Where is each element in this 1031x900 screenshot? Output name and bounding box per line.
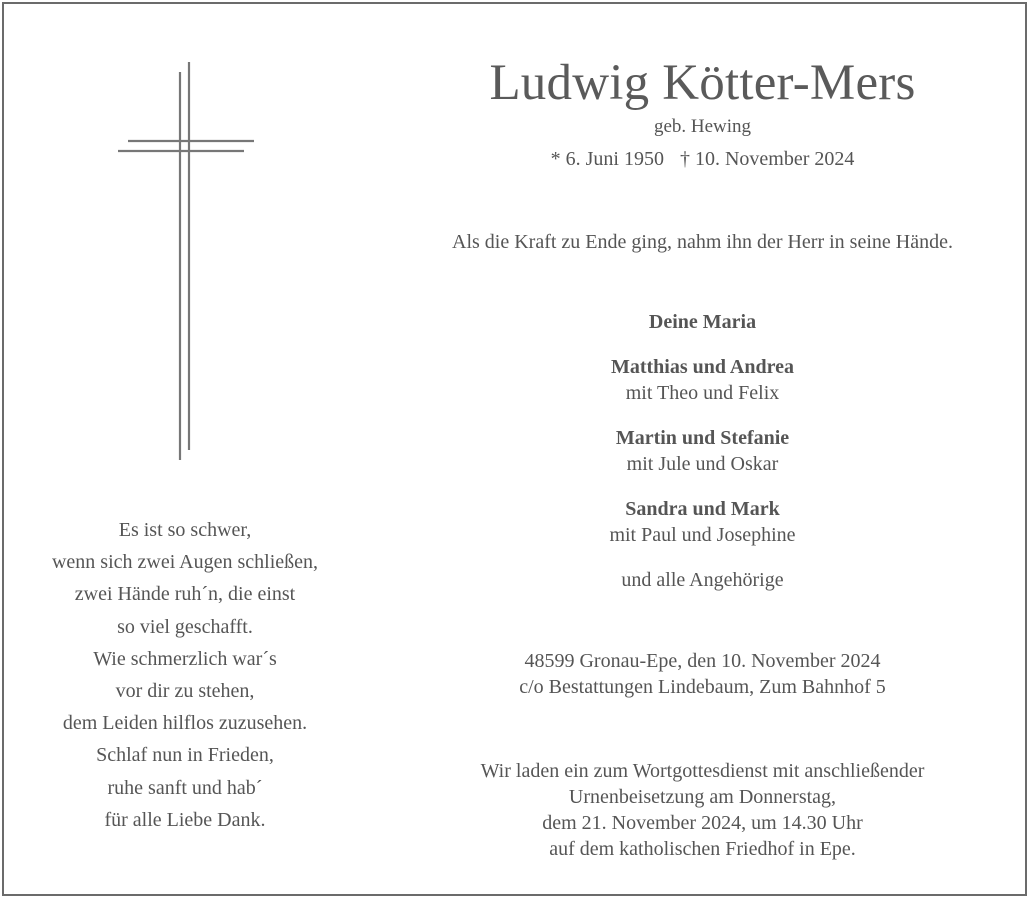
- poem-line: vor dir zu stehen,: [115, 680, 255, 703]
- family-group-names: Martin und Stefanie: [615, 427, 790, 449]
- birth-name: geb. Hewing: [653, 116, 752, 137]
- family-group: [395, 496, 1010, 548]
- family-group: [395, 425, 1010, 477]
- deceased-name: Ludwig Kötter-Mers: [489, 55, 916, 111]
- poem-line: Es ist so schwer,: [118, 519, 252, 541]
- family-group-names: Matthias und Andrea: [610, 356, 794, 378]
- poem-line: Schlaf nun in Frieden,: [96, 744, 274, 767]
- place-and-address: [395, 648, 1010, 700]
- family-group-names: Sandra und Mark: [625, 498, 780, 520]
- life-dates: [395, 146, 1010, 172]
- poem-line: dem Leiden hilflos zuzusehen.: [62, 712, 308, 735]
- service-line: Wir laden ein zum Wortgottesdienst mit anschließender: [480, 760, 925, 782]
- place-date-line: 48599 Gronau-Epe, den 10. November 2024: [524, 650, 881, 672]
- address-line: c/o Bestattungen Lindebaum, Zum Bahnhof 5: [519, 676, 886, 698]
- poem-line: ruhe sanft und hab´: [107, 776, 263, 799]
- service-line: dem 21. November 2024, um 14.30 Uhr: [542, 812, 863, 834]
- family-group-children: mit Theo und Felix: [625, 382, 780, 404]
- family-list: [395, 309, 1010, 593]
- family-group-children: mit Jule und Oskar: [626, 453, 779, 475]
- spouse-name: Deine Maria: [648, 311, 757, 333]
- birth-date: * 6. Juni 1950: [550, 148, 664, 170]
- motto: Als die Kraft zu Ende ging, nahm ihn der Herr in seine Hände.: [452, 231, 953, 253]
- service-line: Urnenbeisetzung am Donnerstag,: [568, 786, 837, 808]
- service-line: auf dem katholischen Friedhof in Epe.: [549, 838, 856, 860]
- family-group-children: mit Paul und Josephine: [609, 524, 796, 546]
- poem-line: wenn sich zwei Augen schließen,: [51, 551, 319, 574]
- poem: [20, 514, 350, 836]
- service-info: [395, 758, 1010, 862]
- poem-line: für alle Liebe Dank.: [104, 808, 266, 831]
- family-group: [395, 354, 1010, 406]
- relatives-line: und alle Angehörige: [621, 569, 784, 591]
- poem-line: zwei Hände ruh´n, die einst: [74, 583, 296, 606]
- death-date: † 10. November 2024: [679, 148, 855, 170]
- poem-line: so viel geschafft.: [117, 615, 253, 638]
- cross-icon: [110, 58, 260, 468]
- poem-line: Wie schmerzlich war´s: [93, 647, 277, 670]
